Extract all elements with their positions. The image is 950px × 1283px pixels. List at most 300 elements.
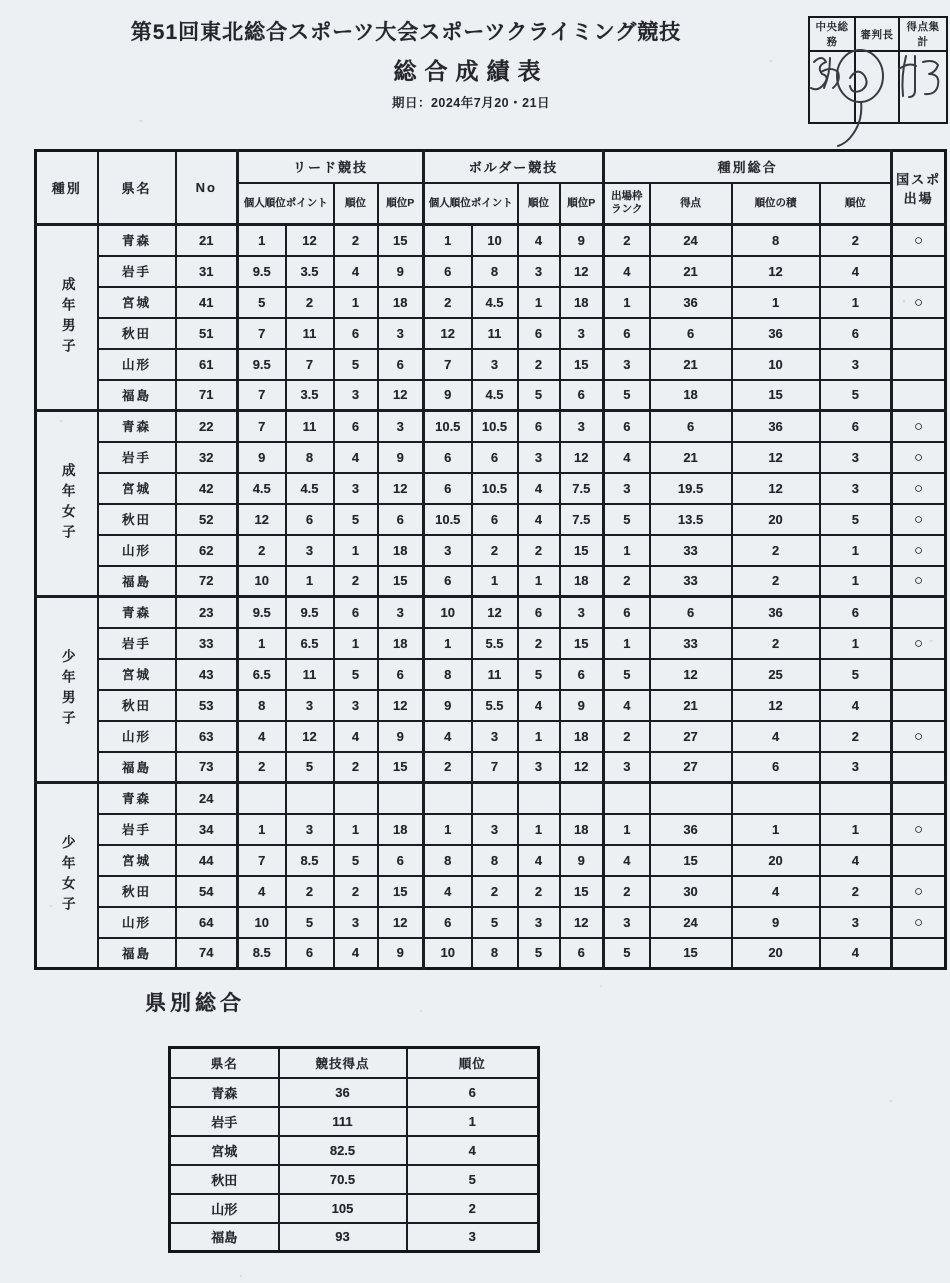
rank-product-cell: 12 (732, 256, 820, 287)
score-cell: 6 (650, 411, 732, 442)
summary-rank-cell: 2 (407, 1194, 539, 1223)
summary-prefecture-cell: 福島 (170, 1223, 279, 1252)
slot-rank-cell: 6 (604, 318, 650, 349)
boulder-points-b: 4.5 (472, 287, 518, 318)
lead-rank-points: 3 (378, 597, 424, 628)
approval-header-chuo-somu: 中央総務 (809, 17, 855, 51)
lead-points-a: 9.5 (238, 349, 286, 380)
lead-rank: 5 (334, 845, 378, 876)
prefecture-cell: 青森 (98, 225, 176, 256)
kokusupo-mark (892, 783, 946, 814)
lead-rank: 1 (334, 287, 378, 318)
kokusupo-mark (892, 845, 946, 876)
lead-rank-points: 12 (378, 907, 424, 938)
lead-rank: 2 (334, 225, 378, 256)
kokusupo-mark (892, 597, 946, 628)
boulder-points-a: 7 (424, 349, 472, 380)
no-cell: 52 (176, 504, 238, 535)
no-cell: 72 (176, 566, 238, 597)
boulder-points-a: 1 (424, 225, 472, 256)
overall-rank-cell: 3 (820, 442, 892, 473)
boulder-rank: 3 (518, 256, 560, 287)
no-cell: 43 (176, 659, 238, 690)
rank-product-cell: 6 (732, 752, 820, 783)
rank-product-cell: 36 (732, 411, 820, 442)
lead-points-a: 1 (238, 225, 286, 256)
lead-points-a: 9 (238, 442, 286, 473)
prefecture-cell: 福島 (98, 380, 176, 411)
boulder-points-a: 10 (424, 597, 472, 628)
score-cell: 15 (650, 845, 732, 876)
boulder-rank-points: 9 (560, 225, 604, 256)
result-row (36, 225, 946, 256)
prefecture-summary-table (168, 1046, 540, 1253)
boulder-points-b: 3 (472, 814, 518, 845)
boulder-points-b: 8 (472, 938, 518, 969)
boulder-points-a: 2 (424, 287, 472, 318)
summary-header-points: 競技得点 (279, 1048, 407, 1078)
boulder-rank-points: 9 (560, 690, 604, 721)
lead-rank: 5 (334, 659, 378, 690)
score-cell: 21 (650, 442, 732, 473)
boulder-points-b: 6 (472, 442, 518, 473)
overall-rank-cell (820, 783, 892, 814)
summary-rank-cell: 1 (407, 1107, 539, 1136)
score-cell: 21 (650, 349, 732, 380)
score-cell: 6 (650, 318, 732, 349)
boulder-points-a: 12 (424, 318, 472, 349)
no-cell: 31 (176, 256, 238, 287)
boulder-points-b: 2 (472, 876, 518, 907)
boulder-rank-points: 6 (560, 938, 604, 969)
kokusupo-mark (892, 752, 946, 783)
lead-rank-points: 18 (378, 287, 424, 318)
boulder-rank-points: 3 (560, 597, 604, 628)
boulder-points-b: 5.5 (472, 690, 518, 721)
prefecture-cell: 岩手 (98, 256, 176, 287)
lead-rank-points: 6 (378, 659, 424, 690)
slot-rank-cell: 6 (604, 597, 650, 628)
header-category: 種別 (36, 151, 98, 225)
rank-product-cell: 1 (732, 814, 820, 845)
kokusupo-mark: ○ (892, 504, 946, 535)
kokusupo-mark: ○ (892, 721, 946, 752)
rank-product-cell: 25 (732, 659, 820, 690)
summary-points-cell: 93 (279, 1223, 407, 1252)
lead-points-a: 12 (238, 504, 286, 535)
lead-points-b: 5 (286, 752, 334, 783)
score-cell: 33 (650, 628, 732, 659)
kokusupo-mark (892, 380, 946, 411)
slot-rank-cell: 2 (604, 876, 650, 907)
boulder-rank-points (560, 783, 604, 814)
boulder-points-b: 3 (472, 349, 518, 380)
header-slot-rank: 出場枠ランク (604, 183, 650, 225)
summary-rank-cell: 4 (407, 1136, 539, 1165)
rank-product-cell: 2 (732, 628, 820, 659)
boulder-rank: 5 (518, 380, 560, 411)
lead-rank-points: 9 (378, 721, 424, 752)
overall-rank-cell: 4 (820, 690, 892, 721)
category-label: 成年男子 (36, 225, 98, 411)
boulder-rank: 1 (518, 721, 560, 752)
boulder-points-b: 2 (472, 535, 518, 566)
prefecture-cell: 宮城 (98, 659, 176, 690)
lead-points-a: 1 (238, 814, 286, 845)
boulder-points-b: 5.5 (472, 628, 518, 659)
overall-rank-cell: 4 (820, 845, 892, 876)
boulder-rank: 4 (518, 845, 560, 876)
boulder-points-a: 9 (424, 690, 472, 721)
rank-product-cell: 12 (732, 442, 820, 473)
signature-cell-chuo-somu (809, 51, 855, 123)
boulder-points-a: 6 (424, 566, 472, 597)
boulder-points-a: 8 (424, 845, 472, 876)
score-cell: 24 (650, 225, 732, 256)
header-boulder-group: ボルダー競技 (424, 151, 604, 183)
result-row (36, 876, 946, 907)
score-cell (650, 783, 732, 814)
lead-points-b: 6 (286, 504, 334, 535)
lead-rank-points: 9 (378, 938, 424, 969)
scan-noise (0, 0, 2, 2)
score-cell: 6 (650, 597, 732, 628)
lead-rank-points: 9 (378, 442, 424, 473)
summary-row (170, 1223, 539, 1252)
boulder-points-b: 5 (472, 907, 518, 938)
prefecture-cell: 岩手 (98, 628, 176, 659)
kokusupo-mark (892, 659, 946, 690)
score-cell: 27 (650, 752, 732, 783)
boulder-points-a: 10.5 (424, 411, 472, 442)
prefecture-cell: 山形 (98, 721, 176, 752)
lead-points-b: 2 (286, 287, 334, 318)
overall-rank-cell: 3 (820, 473, 892, 504)
slot-rank-cell (604, 783, 650, 814)
lead-rank: 6 (334, 318, 378, 349)
result-row (36, 938, 946, 969)
lead-rank: 4 (334, 938, 378, 969)
lead-rank-points: 6 (378, 504, 424, 535)
boulder-points-b: 11 (472, 659, 518, 690)
no-cell: 54 (176, 876, 238, 907)
rank-product-cell: 20 (732, 938, 820, 969)
kokusupo-mark (892, 256, 946, 287)
summary-row (170, 1136, 539, 1165)
lead-points-b: 3 (286, 814, 334, 845)
result-row (36, 287, 946, 318)
lead-rank: 3 (334, 690, 378, 721)
page-subtitle: 総合成績表 (393, 58, 549, 84)
prefecture-cell: 山形 (98, 535, 176, 566)
lead-rank: 6 (334, 597, 378, 628)
header-lead-rank: 順位 (334, 183, 378, 225)
no-cell: 63 (176, 721, 238, 752)
lead-points-a: 7 (238, 318, 286, 349)
lead-points-a: 4.5 (238, 473, 286, 504)
no-cell: 62 (176, 535, 238, 566)
kokusupo-mark: ○ (892, 814, 946, 845)
kokusupo-mark (892, 938, 946, 969)
boulder-rank: 5 (518, 659, 560, 690)
lead-points-a: 1 (238, 628, 286, 659)
boulder-rank: 5 (518, 938, 560, 969)
lead-points-a: 8.5 (238, 938, 286, 969)
lead-points-b: 9.5 (286, 597, 334, 628)
boulder-points-b: 8 (472, 845, 518, 876)
no-cell: 61 (176, 349, 238, 380)
slot-rank-cell: 5 (604, 380, 650, 411)
result-row (36, 721, 946, 752)
result-row (36, 814, 946, 845)
slot-rank-cell: 4 (604, 442, 650, 473)
lead-points-a: 6.5 (238, 659, 286, 690)
rank-product-cell: 2 (732, 566, 820, 597)
slot-rank-cell: 1 (604, 535, 650, 566)
lead-points-a: 9.5 (238, 256, 286, 287)
boulder-rank-points: 12 (560, 442, 604, 473)
boulder-points-a: 6 (424, 473, 472, 504)
lead-points-b: 12 (286, 721, 334, 752)
lead-points-b: 11 (286, 411, 334, 442)
score-cell: 12 (650, 659, 732, 690)
header-kokusupo: 国スポ出場 (892, 151, 946, 225)
result-row (36, 628, 946, 659)
slot-rank-cell: 4 (604, 845, 650, 876)
no-cell: 53 (176, 690, 238, 721)
category-label: 少年男子 (36, 597, 98, 783)
prefecture-cell: 青森 (98, 411, 176, 442)
summary-row (170, 1107, 539, 1136)
no-cell: 42 (176, 473, 238, 504)
lead-points-a: 7 (238, 380, 286, 411)
lead-rank-points: 15 (378, 566, 424, 597)
boulder-rank: 2 (518, 628, 560, 659)
lead-points-a: 8 (238, 690, 286, 721)
boulder-points-a: 4 (424, 721, 472, 752)
slot-rank-cell: 6 (604, 411, 650, 442)
rank-product-cell: 15 (732, 380, 820, 411)
prefecture-cell: 福島 (98, 566, 176, 597)
rank-product-cell: 8 (732, 225, 820, 256)
lead-rank: 2 (334, 752, 378, 783)
slot-rank-cell: 2 (604, 721, 650, 752)
result-row (36, 504, 946, 535)
summary-prefecture-cell: 青森 (170, 1078, 279, 1107)
page-title: 第51回東北総合スポーツ大会スポーツクライミング競技 (130, 21, 682, 44)
rank-product-cell: 20 (732, 504, 820, 535)
rank-product-cell: 4 (732, 721, 820, 752)
boulder-rank-points: 12 (560, 752, 604, 783)
rank-product-cell: 10 (732, 349, 820, 380)
boulder-points-a (424, 783, 472, 814)
boulder-rank-points: 12 (560, 907, 604, 938)
lead-rank: 3 (334, 907, 378, 938)
lead-points-b (286, 783, 334, 814)
result-row (36, 783, 946, 814)
lead-rank: 4 (334, 721, 378, 752)
boulder-points-a: 8 (424, 659, 472, 690)
no-cell: 44 (176, 845, 238, 876)
prefecture-cell: 宮城 (98, 473, 176, 504)
lead-rank: 1 (334, 535, 378, 566)
lead-points-a: 4 (238, 876, 286, 907)
boulder-rank-points: 3 (560, 411, 604, 442)
prefecture-cell: 福島 (98, 752, 176, 783)
lead-points-a: 2 (238, 752, 286, 783)
lead-points-b: 5 (286, 907, 334, 938)
boulder-rank-points: 6 (560, 659, 604, 690)
result-row (36, 690, 946, 721)
kokusupo-mark: ○ (892, 473, 946, 504)
result-row (36, 442, 946, 473)
boulder-rank: 4 (518, 473, 560, 504)
rank-product-cell: 20 (732, 845, 820, 876)
lead-points-b: 3 (286, 535, 334, 566)
lead-rank: 4 (334, 256, 378, 287)
score-cell: 15 (650, 938, 732, 969)
boulder-rank-points: 12 (560, 256, 604, 287)
lead-rank-points: 18 (378, 814, 424, 845)
score-cell: 21 (650, 256, 732, 287)
score-cell: 27 (650, 721, 732, 752)
lead-points-b: 8 (286, 442, 334, 473)
lead-points-b: 6 (286, 938, 334, 969)
prefecture-cell: 山形 (98, 907, 176, 938)
boulder-points-b: 3 (472, 721, 518, 752)
prefecture-summary-heading: 県別総合 (145, 992, 245, 1015)
kokusupo-mark (892, 349, 946, 380)
kokusupo-mark: ○ (892, 287, 946, 318)
no-cell: 24 (176, 783, 238, 814)
lead-rank: 3 (334, 380, 378, 411)
overall-rank-cell: 6 (820, 411, 892, 442)
score-cell: 33 (650, 535, 732, 566)
result-row (36, 597, 946, 628)
no-cell: 51 (176, 318, 238, 349)
lead-rank (334, 783, 378, 814)
boulder-rank: 1 (518, 814, 560, 845)
overall-rank-cell: 1 (820, 287, 892, 318)
no-cell: 41 (176, 287, 238, 318)
boulder-rank: 1 (518, 287, 560, 318)
result-row (36, 566, 946, 597)
summary-points-cell: 111 (279, 1107, 407, 1136)
header-boulder-individual-points: 個人順位ポイント (424, 183, 518, 225)
lead-points-a: 10 (238, 566, 286, 597)
no-cell: 22 (176, 411, 238, 442)
no-cell: 33 (176, 628, 238, 659)
header-boulder-rank: 順位 (518, 183, 560, 225)
boulder-points-a: 2 (424, 752, 472, 783)
boulder-points-a: 10.5 (424, 504, 472, 535)
slot-rank-cell: 5 (604, 659, 650, 690)
boulder-points-b: 7 (472, 752, 518, 783)
no-cell: 71 (176, 380, 238, 411)
summary-header-rank: 順位 (407, 1048, 539, 1078)
result-row (36, 380, 946, 411)
kokusupo-mark: ○ (892, 907, 946, 938)
prefecture-cell: 岩手 (98, 814, 176, 845)
boulder-rank: 2 (518, 876, 560, 907)
summary-prefecture-cell: 宮城 (170, 1136, 279, 1165)
result-row (36, 349, 946, 380)
overall-rank-cell: 1 (820, 535, 892, 566)
overall-rank-cell: 1 (820, 628, 892, 659)
overall-rank-cell: 1 (820, 814, 892, 845)
boulder-points-b: 8 (472, 256, 518, 287)
boulder-rank: 4 (518, 690, 560, 721)
summary-rank-cell: 6 (407, 1078, 539, 1107)
lead-rank-points: 3 (378, 411, 424, 442)
lead-rank-points: 6 (378, 845, 424, 876)
score-cell: 33 (650, 566, 732, 597)
boulder-points-b: 4.5 (472, 380, 518, 411)
summary-rank-cell: 3 (407, 1223, 539, 1252)
lead-points-b: 11 (286, 318, 334, 349)
prefecture-cell: 岩手 (98, 442, 176, 473)
lead-rank-points: 18 (378, 628, 424, 659)
boulder-rank: 6 (518, 597, 560, 628)
lead-rank: 1 (334, 628, 378, 659)
lead-points-a: 2 (238, 535, 286, 566)
prefecture-cell: 宮城 (98, 845, 176, 876)
slot-rank-cell: 3 (604, 473, 650, 504)
boulder-rank-points: 18 (560, 287, 604, 318)
lead-rank-points: 6 (378, 349, 424, 380)
summary-prefecture-cell: 山形 (170, 1194, 279, 1223)
lead-rank: 6 (334, 411, 378, 442)
lead-points-b: 8.5 (286, 845, 334, 876)
boulder-rank-points: 15 (560, 876, 604, 907)
boulder-rank-points: 6 (560, 380, 604, 411)
overall-rank-cell: 2 (820, 876, 892, 907)
lead-rank-points: 9 (378, 256, 424, 287)
boulder-rank: 3 (518, 752, 560, 783)
no-cell: 21 (176, 225, 238, 256)
lead-points-b: 4.5 (286, 473, 334, 504)
summary-header-prefecture: 県名 (170, 1048, 279, 1078)
summary-points-cell: 82.5 (279, 1136, 407, 1165)
header-lead-individual-points: 個人順位ポイント (238, 183, 334, 225)
no-cell: 64 (176, 907, 238, 938)
score-cell: 13.5 (650, 504, 732, 535)
lead-rank-points: 15 (378, 225, 424, 256)
lead-rank: 2 (334, 876, 378, 907)
slot-rank-cell: 3 (604, 752, 650, 783)
overall-rank-cell: 4 (820, 256, 892, 287)
lead-rank-points: 15 (378, 876, 424, 907)
summary-header-row (170, 1048, 539, 1078)
summary-points-cell: 105 (279, 1194, 407, 1223)
header-lead-group: リード競技 (238, 151, 424, 183)
boulder-rank-points: 7.5 (560, 504, 604, 535)
rank-product-cell: 12 (732, 690, 820, 721)
rank-product-cell: 36 (732, 318, 820, 349)
header-prefecture: 県名 (98, 151, 176, 225)
boulder-points-a: 3 (424, 535, 472, 566)
signature-cell-tokuten-shukei (899, 51, 947, 123)
boulder-points-a: 6 (424, 907, 472, 938)
lead-rank-points: 15 (378, 752, 424, 783)
boulder-rank: 4 (518, 225, 560, 256)
score-cell: 30 (650, 876, 732, 907)
lead-points-b: 3.5 (286, 380, 334, 411)
header-rank-product: 順位の積 (732, 183, 820, 225)
score-cell: 18 (650, 380, 732, 411)
lead-rank-points: 12 (378, 690, 424, 721)
category-label: 成年女子 (36, 411, 98, 597)
